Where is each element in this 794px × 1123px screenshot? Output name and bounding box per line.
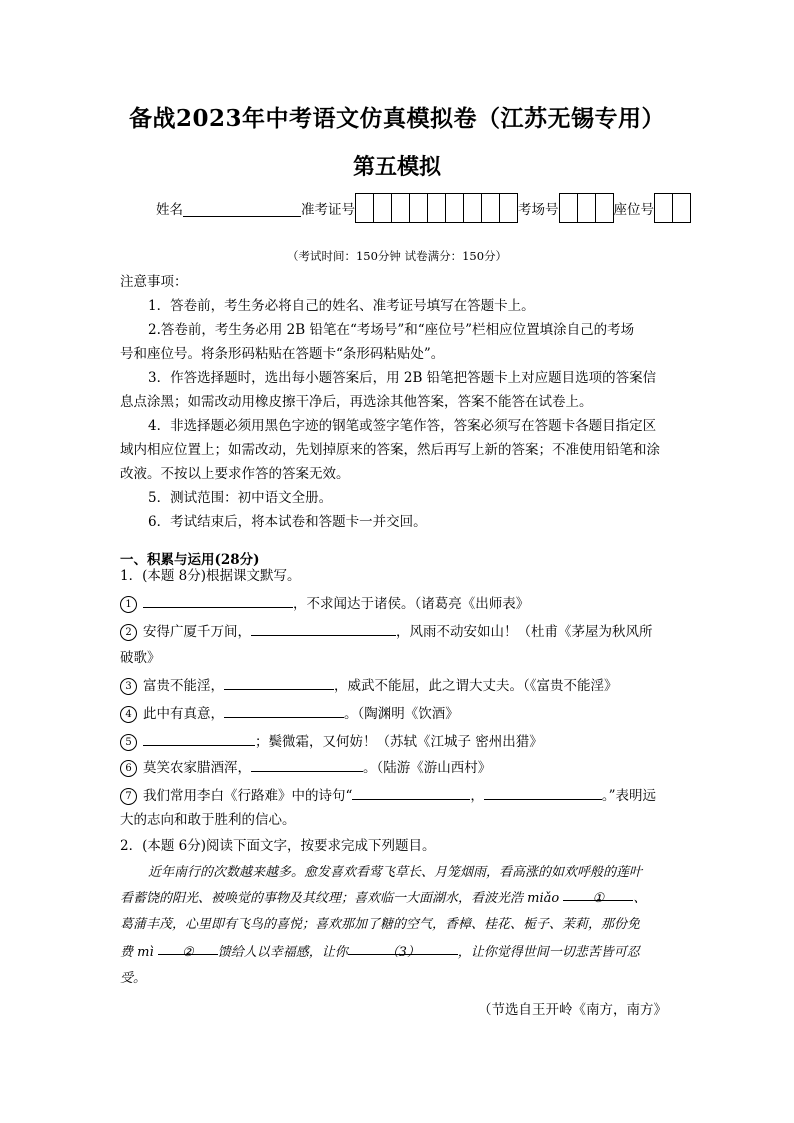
answer-blank[interactable]: [224, 675, 334, 690]
name-label: 姓名: [156, 202, 183, 218]
passage-line: 近年南行的次数越来越多。愈发喜欢看莺飞草长、月笼烟雨，看高涨的如欢呼般的莲叶: [148, 865, 643, 880]
passage-blank-2[interactable]: ②: [158, 940, 218, 955]
item-number: 5: [120, 734, 137, 751]
recitation-item-6: 6 莫笑农家腊酒浑， 。（陆游《游山西村》: [120, 756, 491, 780]
exam-info: （考试时间：150分钟 试卷满分：150分）: [286, 249, 508, 263]
item-number: 3: [120, 678, 137, 695]
recitation-item-2: 2 安得广厦千万间， ，风雨不动安如山！（杜甫《茅屋为秋风所: [120, 620, 653, 644]
recitation-item-7: 7 我们常用李白《行路难》中的诗句“ ， 。”表明远: [120, 784, 656, 808]
ticket-number-boxes[interactable]: [355, 193, 518, 223]
candidate-info-row: [156, 192, 691, 224]
note-item: 改液。不按以上要求作答的答案无效。: [120, 466, 350, 482]
ticket-label: 准考证号: [301, 202, 355, 218]
note-item: 3．作答选择题时，选出每小题答案后，用 2B 铅笔把答题卡上对应题目选项的答案信: [148, 370, 657, 386]
room-number-boxes[interactable]: [559, 193, 614, 223]
note-item: 1．答卷前，考生务必将自己的姓名、准考证号填写在答题卡上。: [148, 298, 535, 314]
note-item: 域内相应位置上；如需改动，先划掉原来的答案，然后再写上新的答案；不准使用铅笔和涂: [120, 442, 660, 458]
recitation-item-4: 4 此中有真意， 。（陶渊明《饮酒》: [120, 702, 459, 726]
note-item: 4．非选择题必须用黑色字迹的钢笔或签字笔作答，答案必须写在答题卡各题目指定区: [148, 418, 657, 434]
recitation-item-1: 1 ，不求闻达于诸侯。（诸葛亮《出师表》: [120, 592, 529, 616]
section-heading: 一、积累与运用(28分): [120, 552, 260, 568]
name-field[interactable]: [183, 200, 301, 217]
passage-line: 葛蒲丰茂，心里即有飞鸟的喜悦；喜欢那加了糖的空气，香樟、桂花、栀子、茉莉，那份免: [120, 917, 641, 932]
answer-blank[interactable]: [143, 731, 255, 746]
passage-source: （节选自王开岭《南方，南方》: [478, 1002, 667, 1018]
note-item: 息点涂黑；如需改动用橡皮擦干净后，再选涂其他答案，答案不能答在试卷上。: [120, 394, 593, 410]
recitation-item-7-cont: 大的志向和敢于胜利的信心。: [120, 812, 296, 828]
question-2: 2．(本题 6分)阅读下面文字，按要求完成下列题目。: [120, 838, 436, 854]
answer-blank[interactable]: [484, 785, 602, 800]
notes-heading: 注意事项：: [120, 274, 188, 290]
answer-blank[interactable]: [251, 757, 363, 772]
item-number: 1: [120, 596, 137, 613]
item-number: 2: [120, 624, 137, 641]
note-item: 6．考试结束后，将本试卷和答题卡一并交回。: [148, 514, 427, 530]
recitation-item-2-cont: 破歌》: [120, 650, 161, 666]
seat-label: 座位号: [613, 202, 654, 218]
passage-blank-3[interactable]: （3）: [348, 940, 458, 955]
answer-blank[interactable]: [143, 593, 293, 608]
item-number: 6: [120, 760, 137, 777]
answer-blank[interactable]: [352, 785, 470, 800]
passage-blank-1[interactable]: ①: [563, 886, 633, 901]
item-number: 7: [120, 788, 137, 805]
seat-number-boxes[interactable]: [654, 193, 691, 223]
passage-line: 受。: [120, 971, 147, 986]
note-item: 号和座位号。将条形码粘贴在答题卡“条形码粘贴处”。: [120, 346, 445, 362]
answer-blank[interactable]: [224, 703, 344, 718]
passage-line: 看蓄饶的阳光、被唤觉的事物及其纹理；喜欢临一大面湖水，看波光浩 miǎo ① 、: [120, 886, 646, 912]
question-1: 1．(本题 8分)根据课文默写。: [120, 568, 301, 584]
note-item: 5．测试范围：初中语文全册。: [148, 490, 333, 506]
room-label: 考场号: [518, 202, 559, 218]
item-number: 4: [120, 706, 137, 723]
exam-title: 备战2023年中考语文仿真模拟卷（江苏无锡专用）: [128, 105, 665, 132]
recitation-item-3: 3 富贵不能淫， ，威武不能屈，此之谓大丈夫。（《富贵不能淫》: [120, 674, 618, 698]
exam-subtitle: 第五模拟: [352, 154, 441, 180]
passage-line: 费 mì ② 馈给人以幸福感，让你 （3） ，让你觉得世间一切悲苦皆可忍: [120, 940, 640, 966]
answer-blank[interactable]: [251, 621, 396, 636]
recitation-item-5: 5 ；鬓微霜，又何妨！（苏轼《江城子 密州出猎》: [120, 730, 543, 754]
note-item: 2.答卷前，考生务必用 2B 铅笔在“考场号”和“座位号”栏相应位置填涂自己的考场: [148, 322, 635, 338]
